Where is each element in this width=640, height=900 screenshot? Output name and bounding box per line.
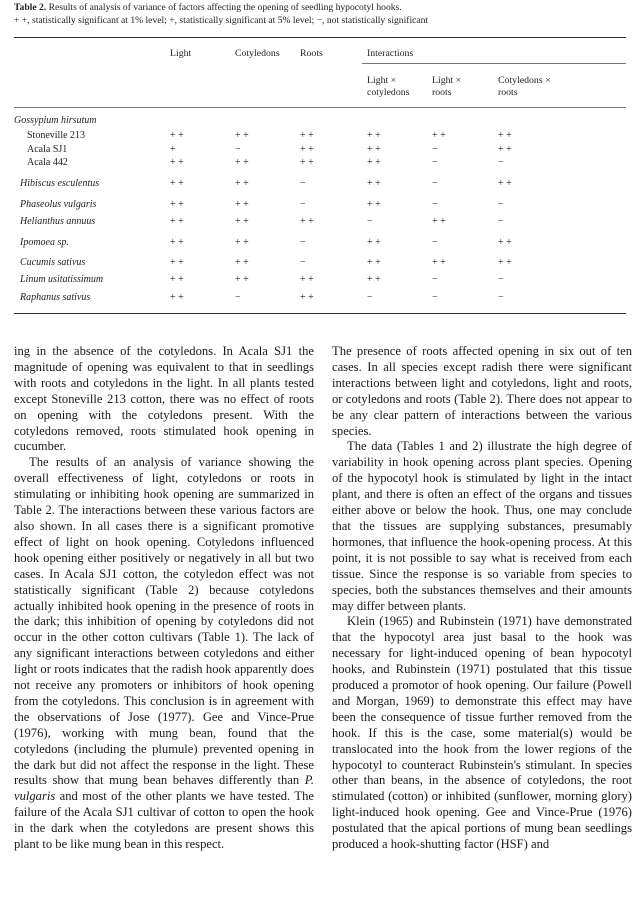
paragraph: The presence of roots affected opening in six out of ten cases. In all species except radish there were significant interactions between light and cotyledons, light and roots, or cotyledons and roots (Table 2). There does not appear to be any clear pattern of interactions between the various species. xyxy=(332,344,632,438)
table-cell: − xyxy=(498,274,504,285)
interactions-rule xyxy=(362,63,626,64)
header-light-x-roots: Light × roots xyxy=(432,75,462,98)
table-cell: + + xyxy=(367,257,381,268)
table-cell: + + xyxy=(170,274,184,285)
table-row-species: Linum usitatissimum xyxy=(20,274,104,285)
table-cell: + + xyxy=(170,178,184,189)
table-cell: + + xyxy=(367,199,381,210)
table-cell: + + xyxy=(300,216,314,227)
table-cell: + + xyxy=(300,157,314,168)
table-cell: + + xyxy=(235,216,249,227)
table-row-species: Stoneville 213 xyxy=(27,130,86,141)
table-cell: + + xyxy=(235,237,249,248)
table-cell: − xyxy=(367,292,373,303)
paragraph: The data (Tables 1 and 2) illustrate the high degree of variability in hook opening across plant species. Opening of the hypocotyl hook is stimulated by light in the intact plant, and there is often an effect of the organs and tissues either above or below the hook. Thus, one may conclude that the tissues are supplying substances, presumably hormones, that influence the hook-opening process. At this point, it is not possible to say what is received from each tissue. Since the response is so variable from species to species, both the substances themselves and their amounts may differ between plants. xyxy=(332,439,632,613)
table-bottom-rule xyxy=(14,313,626,314)
header-cotyledons: Cotyledons xyxy=(235,48,280,59)
header-interactions: Interactions xyxy=(367,48,414,59)
table-cell: + + xyxy=(367,178,381,189)
table-cell: − xyxy=(432,178,438,189)
table-cell: − xyxy=(300,237,306,248)
table-title: Results of analysis of variance of factors affecting the opening of seedling hypocotyl hooks. xyxy=(48,2,402,13)
table-cell: + + xyxy=(170,292,184,303)
paragraph: ing in the absence of the cotyledons. In Acala SJ1 the magnitude of opening was equivalent to that in seedlings with roots and cotyledons in the light. In all plants tested except Stoneville 213 cotton, there was no effect of roots on opening with the cotyledons present. With the cotyledons removed, roots stimulated hook opening in cucumber. xyxy=(14,344,314,454)
header-cotyledons-x-roots: Cotyledons × roots xyxy=(498,75,551,98)
table-cell: + + xyxy=(498,144,512,155)
table-cell: + + xyxy=(170,257,184,268)
table-cell: − xyxy=(300,257,306,268)
table-cell: + + xyxy=(367,144,381,155)
table-cell: + + xyxy=(235,157,249,168)
table-cell: + + xyxy=(432,130,446,141)
table-legend: + +, statistically significant at 1% level; +, statistically significant at 5% level; −, not statistically significant xyxy=(14,14,429,26)
table-row-species: Ipomoea sp. xyxy=(20,237,69,248)
table-cell: + + xyxy=(300,130,314,141)
table-cell: − xyxy=(432,157,438,168)
table-cell: − xyxy=(498,157,504,168)
table-row-species: Phaseolus vulgaris xyxy=(20,199,97,210)
table-row-species: Acala SJ1 xyxy=(27,144,68,155)
table-cell: + + xyxy=(367,130,381,141)
table-cell: − xyxy=(432,199,438,210)
table-cell: − xyxy=(235,292,241,303)
table-cell: − xyxy=(432,274,438,285)
header-roots: Roots xyxy=(300,48,323,59)
table-cell: + + xyxy=(170,157,184,168)
table-cell: + + xyxy=(367,274,381,285)
table-row-species: Raphanus sativus xyxy=(20,292,91,303)
group-label: Gossypium hirsutum xyxy=(14,115,97,126)
paragraph: The results of an analysis of variance showing the overall effectiveness of light, cotyledons or roots in stimulating or inhibiting hook opening are summarized in Table 2. The interactions between these various factors are also shown. In all cases there is a significant promotive effect of light on hook opening. Cotyledons influenced hook opening either positively or negatively in all but two cases. In Acala SJ1 cotton, the cotyledon effect was not statistically significant (Table 2) because cotyledons actually inhibited hook opening in the presence of roots in the dark; this inhibition of opening by cotyledons did not occur in the other cotton cultivars (Table 1). The lack of any significant interactions between cotyledons and either light or roots indicates that the radish hook apparently does not receive any promoters or inhibitors of hook opening from the cotyledons. This conclusion is in agreement with the observations of Jose (1977). Gee and Vince-Prue (1976), working with mung bean, found that the cotyledons (including the plumule) prevented opening in the dark but did not affect the response in the light. These results show that mung bean behaves differently than P. vulgaris and most of the other plants we have tested. The failure of the Acala SJ1 cultivar of cotton to open the hook in the dark when the cotyledons are present shows this plant to be like mung bean in this respect. xyxy=(14,455,314,852)
table-cell: + + xyxy=(498,237,512,248)
table-row-species: Hibiscus esculentus xyxy=(20,178,100,189)
table-caption xyxy=(14,2,626,27)
right-text-column xyxy=(332,344,632,853)
table-row-species: Helianthus annuus xyxy=(20,216,96,227)
table-cell: + + xyxy=(498,130,512,141)
table-row-species: Cucumis sativus xyxy=(20,257,86,268)
table-cell: − xyxy=(498,216,504,227)
table-cell: + + xyxy=(170,216,184,227)
table-cell: − xyxy=(367,216,373,227)
table-row-species: Acala 442 xyxy=(27,157,68,168)
header-bottom-rule xyxy=(14,107,626,108)
table-cell: − xyxy=(498,292,504,303)
table-cell: + + xyxy=(300,292,314,303)
table-cell: + + xyxy=(300,144,314,155)
table-cell: − xyxy=(432,237,438,248)
table-cell: + xyxy=(170,144,176,155)
table-cell: − xyxy=(300,199,306,210)
header-light-x-cotyledons: Light × cotyledons xyxy=(367,75,410,98)
table-cell: + + xyxy=(300,274,314,285)
table-cell: − xyxy=(498,199,504,210)
table-cell: − xyxy=(300,178,306,189)
table-cell: + + xyxy=(235,178,249,189)
table-cell: + + xyxy=(170,237,184,248)
table-cell: + + xyxy=(170,130,184,141)
table-cell: − xyxy=(235,144,241,155)
table-cell: − xyxy=(432,144,438,155)
table-cell: + + xyxy=(498,257,512,268)
header-light: Light xyxy=(170,48,192,59)
table-top-rule xyxy=(14,37,626,38)
table-label: Table 2. xyxy=(14,2,47,13)
table-cell: + + xyxy=(367,157,381,168)
table-cell: + + xyxy=(235,274,249,285)
table-cell: + + xyxy=(367,237,381,248)
table-cell: + + xyxy=(170,199,184,210)
left-text-column xyxy=(14,344,314,853)
table-cell: + + xyxy=(432,216,446,227)
table-cell: + + xyxy=(432,257,446,268)
table-cell: + + xyxy=(235,199,249,210)
table-cell: + + xyxy=(498,178,512,189)
table-cell: + + xyxy=(235,130,249,141)
paragraph: Klein (1965) and Rubinstein (1971) have demonstrated that the hypocotyl area just basal to the hook was necessary for light-induced opening of bean hypocotyl hooks, and Rubinstein (1971) postulated that this tissue produced a promotor of hook opening. Our failure (Powell and Morgan, 1969) to demonstrate this effect may have been the consequence of tissue further removed from the hook. If this is the case, some material(s) would be translocated into the hook from the lower regions of the hypocotyl to counteract Rubinstein's stimulant. In species other than beans, in the absence of cotyledons, the root stimulated (cotton) or inhibited (sunflower, morning glory) light-induced hook opening. Gee and Vince-Prue (1976) postulated that the apical portions of mung bean seedlings produced a hook-shutting factor (HSF) and xyxy=(332,614,632,852)
table-cell: − xyxy=(432,292,438,303)
table-cell: + + xyxy=(235,257,249,268)
